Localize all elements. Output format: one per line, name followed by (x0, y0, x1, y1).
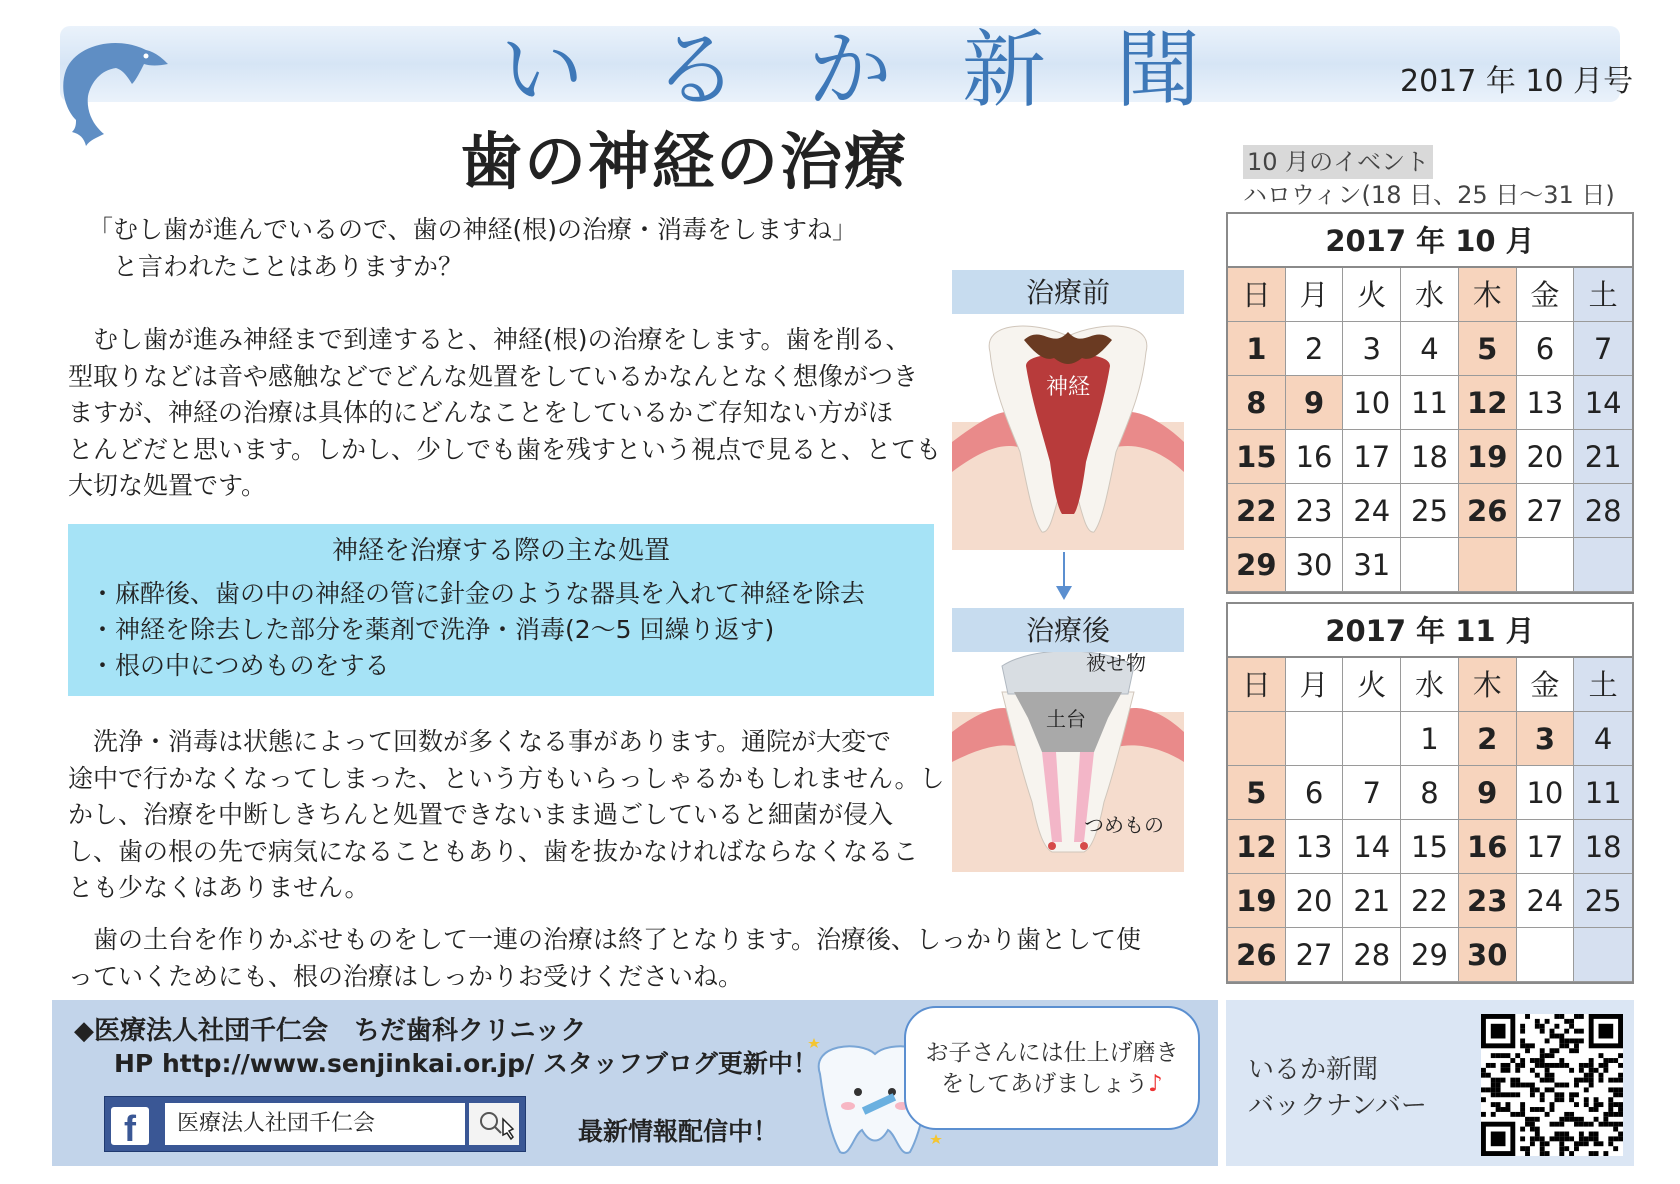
calendar-day: 1 (1228, 322, 1286, 376)
calendar-weekday: 日 (1228, 658, 1286, 712)
calendar-day: 14 (1574, 376, 1632, 430)
calendar-day: 21 (1574, 430, 1632, 484)
calendar-day: 13 (1517, 376, 1575, 430)
calendar-day: 8 (1228, 376, 1286, 430)
calendar-day: 9 (1286, 376, 1344, 430)
calendar-day: 12 (1228, 820, 1286, 874)
calendar-weekday: 水 (1401, 268, 1459, 322)
calendar-day: 23 (1286, 484, 1344, 538)
after-treatment-label: 治療後 (952, 608, 1184, 652)
calendar-day (1286, 712, 1344, 766)
crown-label: 被せ物 (1086, 652, 1146, 675)
calendar-day (1574, 538, 1632, 592)
calendar-day: 19 (1228, 874, 1286, 928)
search-icon[interactable] (469, 1103, 519, 1145)
calendar-day: 23 (1459, 874, 1517, 928)
facebook-icon: f (111, 1107, 149, 1145)
calendar-day: 3 (1343, 322, 1401, 376)
facebook-bar[interactable] (104, 1096, 526, 1152)
calendar-day: 11 (1574, 766, 1632, 820)
treatment-box (68, 524, 934, 696)
backnumber-panel (1226, 1000, 1634, 1166)
core-label: 土台 (1046, 707, 1086, 731)
calendar-weekday: 水 (1401, 658, 1459, 712)
calendar-weekday: 金 (1517, 268, 1575, 322)
calendar-day: 16 (1459, 820, 1517, 874)
calendar-day (1517, 538, 1575, 592)
calendar-day: 12 (1459, 376, 1517, 430)
dolphin-icon (46, 30, 171, 155)
calendar-day: 17 (1343, 430, 1401, 484)
nerve-label: 神経 (1045, 375, 1091, 400)
calendar-title: 2017 年 11 月 (1228, 604, 1632, 658)
calendar-day: 26 (1228, 928, 1286, 982)
calendar-day: 26 (1459, 484, 1517, 538)
calendar-day: 21 (1343, 874, 1401, 928)
treatment-box-title: 神経を治療する際の主な処置 (331, 536, 670, 566)
calendar-weekday: 土 (1574, 658, 1632, 712)
calendar-day (1459, 538, 1517, 592)
calendar-day: 10 (1517, 766, 1575, 820)
calendar-day: 5 (1228, 766, 1286, 820)
calendar-day: 27 (1286, 928, 1344, 982)
intro-text: 「むし歯が進んでいるので、歯の神経(根)の治療・消毒をしますね」 と言われたことはありますか？ (88, 215, 858, 281)
calendar-day: 29 (1228, 538, 1286, 592)
calendar-day: 9 (1459, 766, 1517, 820)
filling-label: つめもの (1084, 813, 1164, 837)
clinic-hp[interactable]: HP http://www.senjinkai.or.jp/ スタッフブログ更新中！ (114, 1049, 818, 1078)
treatment-box-items: ・麻酔後、歯の中の神経の管に針金のような器具を入れて神経を除去 ・神経を除去した部分を薬剤で洗浄・消毒(2～5 回繰り返す) ・根の中につめものをする (90, 579, 866, 680)
paragraph-2: 洗浄・消毒は状態によって回数が多くなる事があります。通院が大変で 途中で行かなくなってしまった、という方もいらっしゃるかもしれません。し かし、治療を中断しきちんと処置できないまま過ごしていると細菌が侵入 し、歯の根の先で病気になることもあり、歯を抜かなければならなくなるこ とも少なくはありません。 (68, 727, 945, 902)
calendar-weekday: 火 (1343, 268, 1401, 322)
calendar-day: 31 (1343, 538, 1401, 592)
tooth-after-illustration (952, 652, 1184, 872)
calendar-day: 5 (1459, 322, 1517, 376)
calendar-day: 6 (1517, 322, 1575, 376)
calendar-day (1517, 928, 1575, 982)
calendar-day: 11 (1401, 376, 1459, 430)
calendar-day: 22 (1228, 484, 1286, 538)
calendar-day: 27 (1517, 484, 1575, 538)
calendar-day: 18 (1401, 430, 1459, 484)
calendar-weekday: 木 (1459, 658, 1517, 712)
calendar-day: 29 (1401, 928, 1459, 982)
calendar-grid (1228, 268, 1632, 592)
calendar-weekday: 火 (1343, 658, 1401, 712)
paragraph-1: むし歯が進み神経まで到達すると、神経(根)の治療をします。歯を削る、 型取りなどは音や感触などでどんな処置をしているかなんとなく想像がつき ますが、神経の治療は具体的にどんなことをしているかご存知ない方がほ とんどだと思います。しかし、少しでも歯を残すという視点で見ると、とても 大切な処置です。 (68, 325, 942, 500)
tooth-before-illustration (952, 322, 1184, 550)
calendar-day: 4 (1401, 322, 1459, 376)
arrow-down-icon (1053, 552, 1075, 602)
calendar-day: 13 (1286, 820, 1344, 874)
calendar-weekday: 月 (1286, 658, 1344, 712)
calendar-weekday: 土 (1574, 268, 1632, 322)
calendar-november (1226, 602, 1634, 984)
calendar-day: 28 (1343, 928, 1401, 982)
clinic-name: ◆医療法人社団千仁会 ちだ歯科クリニック (74, 1016, 587, 1046)
bubble-line-2: をしてあげましょう (941, 1071, 1149, 1097)
calendar-day (1228, 712, 1286, 766)
bubble-line-1: お子さんには仕上げ磨き (925, 1040, 1179, 1066)
calendar-weekday: 月 (1286, 268, 1344, 322)
calendar-day: 25 (1574, 874, 1632, 928)
qr-code-icon[interactable] (1481, 1014, 1623, 1156)
calendar-day: 10 (1343, 376, 1401, 430)
calendar-day: 7 (1343, 766, 1401, 820)
clinic-footer (52, 1000, 1218, 1166)
calendar-day: 15 (1228, 430, 1286, 484)
calendar-day: 20 (1286, 874, 1344, 928)
facebook-search-box[interactable]: 医療法人社団千仁会 (165, 1103, 465, 1145)
calendar-day: 22 (1401, 874, 1459, 928)
calendar-day: 30 (1286, 538, 1344, 592)
before-treatment-label: 治療前 (952, 270, 1184, 314)
speech-bubble (904, 1006, 1200, 1130)
calendar-weekday: 木 (1459, 268, 1517, 322)
news-text: 最新情報配信中！ (578, 1117, 779, 1146)
calendar-day (1401, 538, 1459, 592)
calendar-day: 18 (1574, 820, 1632, 874)
calendar-day: 7 (1574, 322, 1632, 376)
calendar-day: 24 (1343, 484, 1401, 538)
calendar-day: 6 (1286, 766, 1344, 820)
calendar-day: 19 (1459, 430, 1517, 484)
calendar-day: 30 (1459, 928, 1517, 982)
masthead-title: いるか新聞 (500, 21, 1271, 119)
calendar-day: 15 (1401, 820, 1459, 874)
calendar-day: 4 (1574, 712, 1632, 766)
calendar-day: 1 (1401, 712, 1459, 766)
calendar-day: 14 (1343, 820, 1401, 874)
music-note-icon: ♪ (1148, 1071, 1163, 1097)
calendar-day: 2 (1459, 712, 1517, 766)
calendar-day: 16 (1286, 430, 1344, 484)
calendar-day (1574, 928, 1632, 982)
paragraph-3: 歯の土台を作りかぶせものをして一連の治療は終了となります。治療後、しっかり歯として使 っていくためにも、根の治療はしっかりお受けくださいね。 (68, 925, 1142, 991)
calendar-day: 25 (1401, 484, 1459, 538)
calendar-day: 28 (1574, 484, 1632, 538)
events-text: ハロウィン(18 日、25 日～31 日) (1243, 181, 1615, 209)
calendar-day: 20 (1517, 430, 1575, 484)
events-label: 10 月のイベント (1243, 145, 1433, 179)
backnumber-text: いるか新聞 バックナンバー (1248, 1055, 1427, 1121)
calendar-day: 24 (1517, 874, 1575, 928)
calendar-title: 2017 年 10 月 (1228, 214, 1632, 268)
calendar-weekday: 日 (1228, 268, 1286, 322)
calendar-weekday: 金 (1517, 658, 1575, 712)
calendar-day: 2 (1286, 322, 1344, 376)
calendar-day: 8 (1401, 766, 1459, 820)
issue-date: 2017 年 10 月号 (1400, 64, 1634, 99)
calendar-day: 17 (1517, 820, 1575, 874)
calendar-day (1343, 712, 1401, 766)
calendar-day: 3 (1517, 712, 1575, 766)
article-title: 歯の神経の治療 (460, 125, 909, 198)
calendar-grid (1228, 658, 1632, 982)
calendar-october (1226, 212, 1634, 594)
